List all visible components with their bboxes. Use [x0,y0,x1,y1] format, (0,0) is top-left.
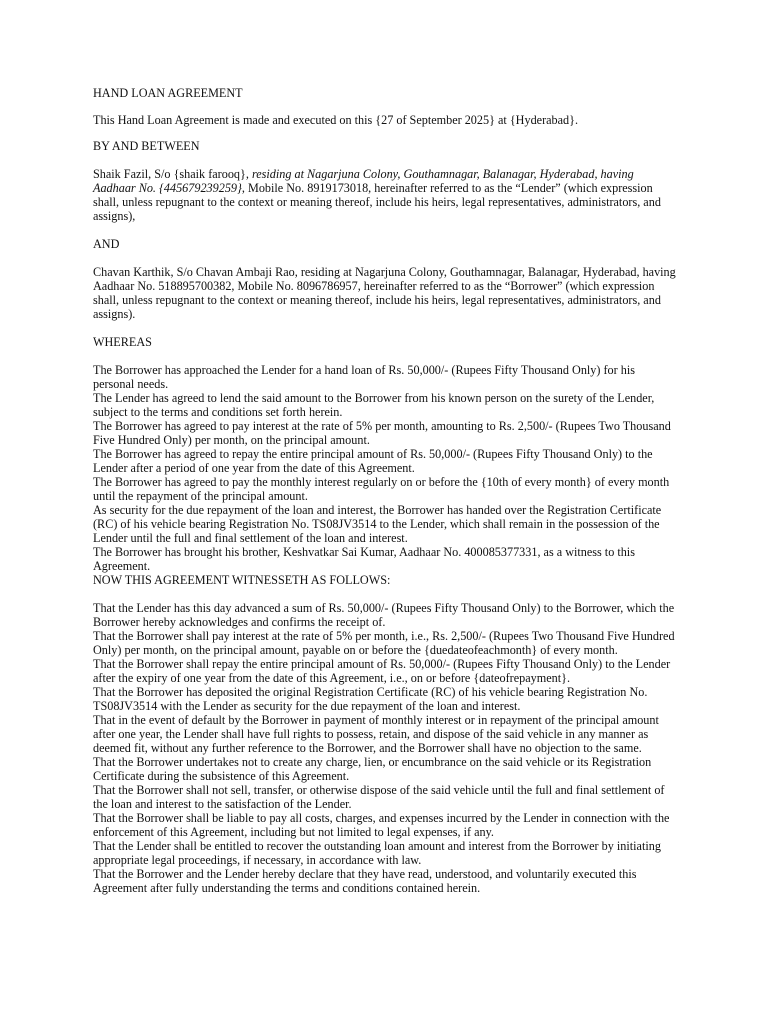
clause-item: That in the event of default by the Borrower in payment of monthly interest or in repayment of the principal amount after one year, the Lender shall have full rights to possess, retain, and dispose of the said vehicle in any manner as deemed fit, without any further reference to the Borrower, and the Borrower shall have no objection to the same. [93,713,659,755]
whereas-list [93,363,677,573]
lender-paragraph [93,167,677,223]
clause-item: That the Borrower and the Lender hereby declare that they have read, understood, and voluntarily executed this Agreement after fully understanding the terms and conditions contained herein. [93,867,637,895]
clause-item: That the Borrower shall pay interest at the rate of 5% per month, i.e., Rs. 2,500/- (Rupees Two Thousand Five Hundred Only) per month, on the principal amount, payable on or before the {duedateofeachmonth} of every month. [93,629,675,657]
whereas-item: The Borrower has approached the Lender for a hand loan of Rs. 50,000/- (Rupees Fifty Thousand Only) for his personal needs. [93,363,635,391]
whereas-item: The Lender has agreed to lend the said amount to the Borrower from his known person on the surety of the Lender, subject to the terms and conditions set forth herein. [93,391,655,419]
clause-item: That the Borrower has deposited the original Registration Certificate (RC) of his vehicle bearing Registration No. TS08JV3514 with the Lender as security for the due repayment of the loan and interest. [93,685,648,713]
intro-paragraph: This Hand Loan Agreement is made and executed on this {27 of September 2025} at {Hyderabad}. [93,112,579,127]
document-title: HAND LOAN AGREEMENT [93,86,243,100]
clause-item: That the Borrower shall be liable to pay all costs, charges, and expenses incurred by the Lender in connection with the enforcement of this Agreement, including but not limited to legal expenses, if any. [93,811,670,839]
clause-item: That the Lender has this day advanced a sum of Rs. 50,000/- (Rupees Fifty Thousand Only) to the Borrower, which the Borrower hereby acknowledges and confirms the receipt of. [93,601,675,629]
whereas-heading: WHEREAS [93,335,152,349]
lender-details: , Mobile No. 8919173018, hereinafter referred to as the “Lender” (which expression shall, unless repugnant to the context or meaning thereof, include his heirs, legal representatives, administrators, and assigns), [93,181,661,223]
lender-name: Shaik Fazil, S/o {shaik farooq} [93,167,246,181]
whereas-item: The Borrower has agreed to pay the monthly interest regularly on or before the {10th of every month} of every month until the repayment of the principal amount. [93,475,670,503]
whereas-item: The Borrower has brought his brother, Keshvatkar Sai Kumar, Aadhaar No. 400085377331, as a witness to this Agreement. [93,545,635,573]
whereas-item: As security for the due repayment of the loan and interest, the Borrower has handed over the Registration Certificate (RC) of his vehicle bearing Registration No. TS08JV3514 to the Lender, which shall remain in the possession of the Lender until the full and final settlement of the loan and interest. [93,503,662,545]
clauses-list [93,601,677,895]
document-page [93,86,677,895]
whereas-item: The Borrower has agreed to pay interest at the rate of 5% per month, amounting to Rs. 2,500/- (Rupees Two Thousand Five Hundred Only) per month, on the principal amount. [93,419,671,447]
whereas-item: The Borrower has agreed to repay the entire principal amount of Rs. 50,000/- (Rupees Fifty Thousand Only) to the Lender after a period of one year from the date of this Agreement. [93,447,653,475]
witnesseth-heading: NOW THIS AGREEMENT WITNESSETH AS FOLLOWS: [93,573,391,587]
clause-item: That the Borrower shall not sell, transfer, or otherwise dispose of the said vehicle until the full and final settlement of the loan and interest to the satisfaction of the Lender. [93,783,665,811]
and-heading: AND [93,237,120,251]
lender-address: , residing at Nagarjuna Colony, Gouthamnagar, Balanagar, Hyderabad, having Aadhaar No. {445679239259} [93,167,634,195]
borrower-paragraph: Chavan Karthik, S/o Chavan Ambaji Rao, residing at Nagarjuna Colony, Gouthamnagar, Balanagar, Hyderabad, having Aadhaar No. 518895700382, Mobile No. 8096786957, hereinafter referred to as the “Borrower” (which expression shall, unless repugnant to the context or meaning thereof, include his heirs, legal representatives, administrators, and assigns). [93,265,676,321]
by-and-between-heading: BY AND BETWEEN [93,139,200,153]
clause-item: That the Borrower shall repay the entire principal amount of Rs. 50,000/- (Rupees Fifty Thousand Only) to the Lender after the expiry of one year from the date of this Agreement, i.e., on or before {dateofrepayment}. [93,657,671,685]
clause-item: That the Lender shall be entitled to recover the outstanding loan amount and interest from the Borrower by initiating appropriate legal proceedings, if necessary, in accordance with law. [93,839,661,867]
clause-item: That the Borrower undertakes not to create any charge, lien, or encumbrance on the said vehicle or its Registration Certificate during the subsistence of this Agreement. [93,755,652,783]
